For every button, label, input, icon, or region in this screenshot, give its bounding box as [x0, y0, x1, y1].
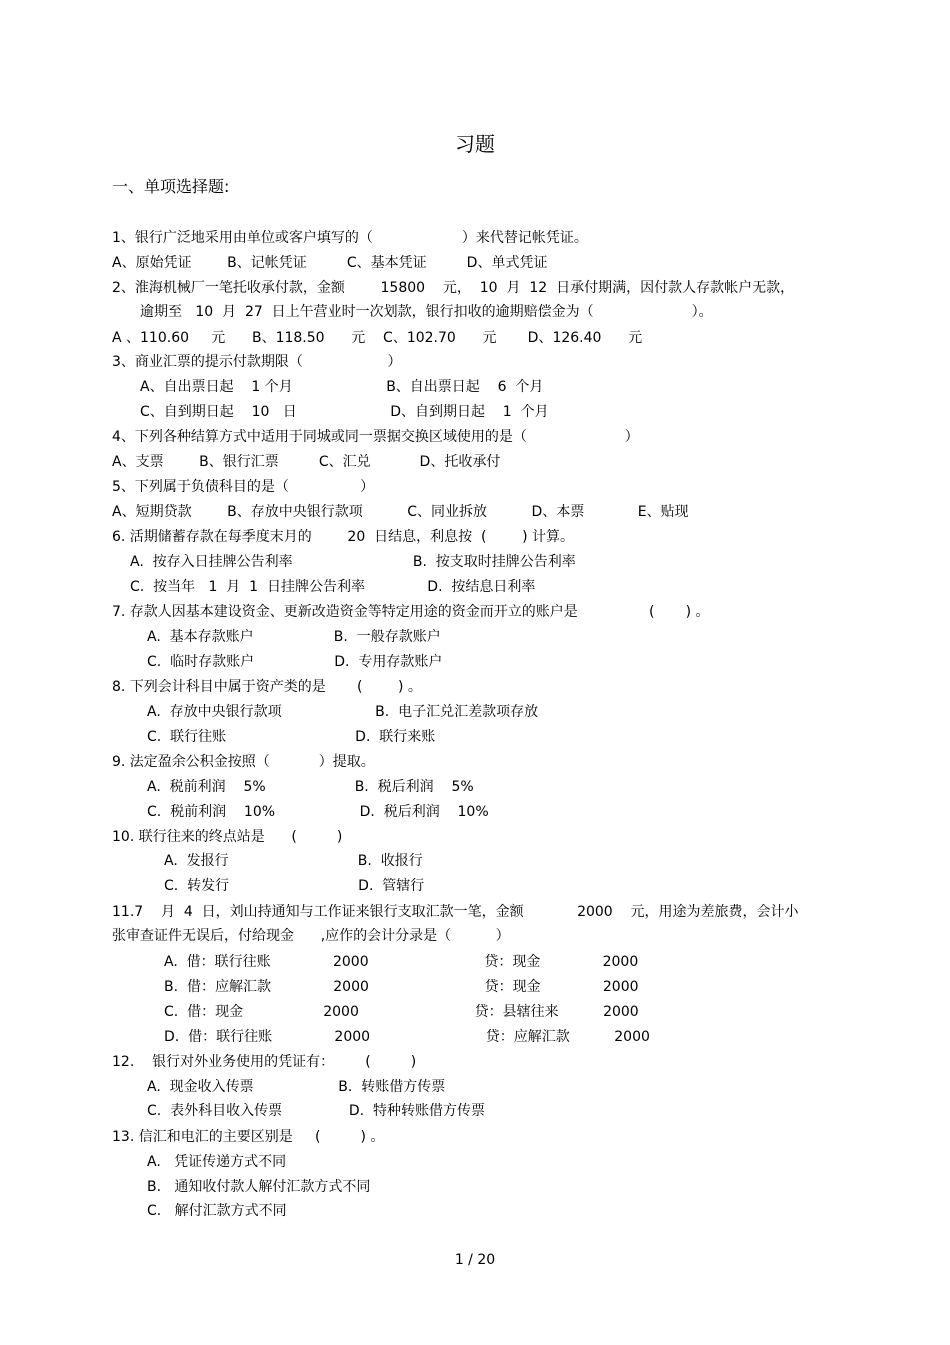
text-line: C. 借：现金 2000 贷：县辖往来 2000: [164, 1004, 639, 1020]
text-line: 1、银行广泛地采用由单位或客户填写的（ ）来代替记帐凭证。: [112, 230, 588, 246]
text-line: A. 基本存款账户 B. 一般存款账户: [147, 629, 441, 645]
text-line: A、自出票日起 1 个月 B、自出票日起 6 个月: [140, 379, 544, 395]
text-line: A. 税前利润 5% B. 税后利润 5%: [147, 779, 474, 795]
text-line: A. 凭证传递方式不同: [147, 1154, 287, 1170]
text-line: 8. 下列会计科目中属于资产类的是 ( ) 。: [112, 679, 422, 695]
text-line: A、短期贷款 B、存放中央银行款项 C、同业拆放 D、本票 E、贴现: [112, 504, 689, 520]
text-line: 13. 信汇和电汇的主要区别是 ( ) 。: [112, 1129, 385, 1145]
text-line: 12. 银行对外业务使用的凭证有： ( ): [112, 1054, 417, 1070]
text-line: A 、110.60 元 B、118.50 元 C、102.70 元 D、126.40 元: [112, 330, 643, 346]
text-line: A. 现金收入传票 B. 转账借方传票: [147, 1079, 446, 1095]
text-line: B. 通知收付款人解付汇款方式不同: [147, 1179, 371, 1195]
text-line: A. 存放中央银行款项 B. 电子汇兑汇差款项存放: [147, 704, 539, 720]
text-line: 9. 法定盈余公积金按照（ ）提取。: [112, 754, 375, 770]
text-line: C. 临时存款账户 D. 专用存款账户: [147, 654, 443, 670]
text-line: A、支票 B、银行汇票 C、汇兑 D、托收承付: [112, 454, 501, 470]
page-number: 1 / 20: [454, 1252, 496, 1268]
text-line: 2、淮海机械厂一笔托收承付款，金额 15800 元， 10 月 12 日承付期满，因付款人存款帐户无款，: [112, 280, 795, 296]
text-line: A. 按存入日挂牌公告利率 B. 按支取时挂牌公告利率: [130, 554, 576, 570]
text-line: 7. 存款人因基本建设资金、更新改造资金等特定用途的资金而开立的账户是 ( ) 。: [112, 604, 710, 620]
text-line: B. 借：应解汇款 2000 贷：现金 2000: [164, 979, 639, 995]
text-line: C、自到期日起 10 日 D、自到期日起 1 个月: [140, 404, 549, 420]
text-line: 5、下列属于负债科目的是（ ）: [112, 479, 375, 495]
text-line: A、原始凭证 B、记帐凭证 C、基本凭证 D、单式凭证: [112, 255, 548, 271]
text-line: 11.7 月 4 日，刘山持通知与工作证来银行支取汇款一笔，金额 2000 元，用途为差旅费，会计小: [112, 904, 799, 920]
page-title: 习题: [455, 132, 495, 156]
text-line: 10. 联行往来的终点站是 ( ): [112, 829, 343, 845]
text-line: C. 联行往账 D. 联行来账: [147, 729, 436, 745]
text-line: C. 解付汇款方式不同: [147, 1203, 287, 1219]
text-line: 3、商业汇票的提示付款期限（ ）: [112, 354, 402, 370]
text-line: A. 借：联行往账 2000 贷：现金 2000: [164, 954, 639, 970]
text-line: 逾期至 10 月 27 日上午营业时一次划款，银行扣收的逾期赔偿金为（ ）。: [140, 304, 713, 320]
text-line: C. 按当年 1 月 1 日挂牌公告利率 D. 按结息日利率: [130, 579, 536, 595]
text-line: A. 发报行 B. 收报行: [164, 853, 423, 869]
text-line: D. 借：联行往账 2000 贷：应解汇款 2000: [164, 1029, 650, 1045]
text-line: C. 表外科目收入传票 D. 特种转账借方传票: [147, 1103, 486, 1119]
text-line: C. 税前利润 10% D. 税后利润 10%: [147, 804, 489, 820]
text-line: 6. 活期储蓄存款在每季度末月的 20 日结息，利息按 ( ) 计算。: [112, 529, 574, 545]
text-line: C. 转发行 D. 管辖行: [164, 878, 425, 894]
text-line: 4、下列各种结算方式中适用于同城或同一票据交换区域使用的是（ ）: [112, 429, 639, 445]
text-line: 张审查证件无误后，付给现金 ,应作的会计分录是（ ）: [112, 928, 510, 944]
section-heading: 一、单项选择题:: [112, 177, 230, 196]
